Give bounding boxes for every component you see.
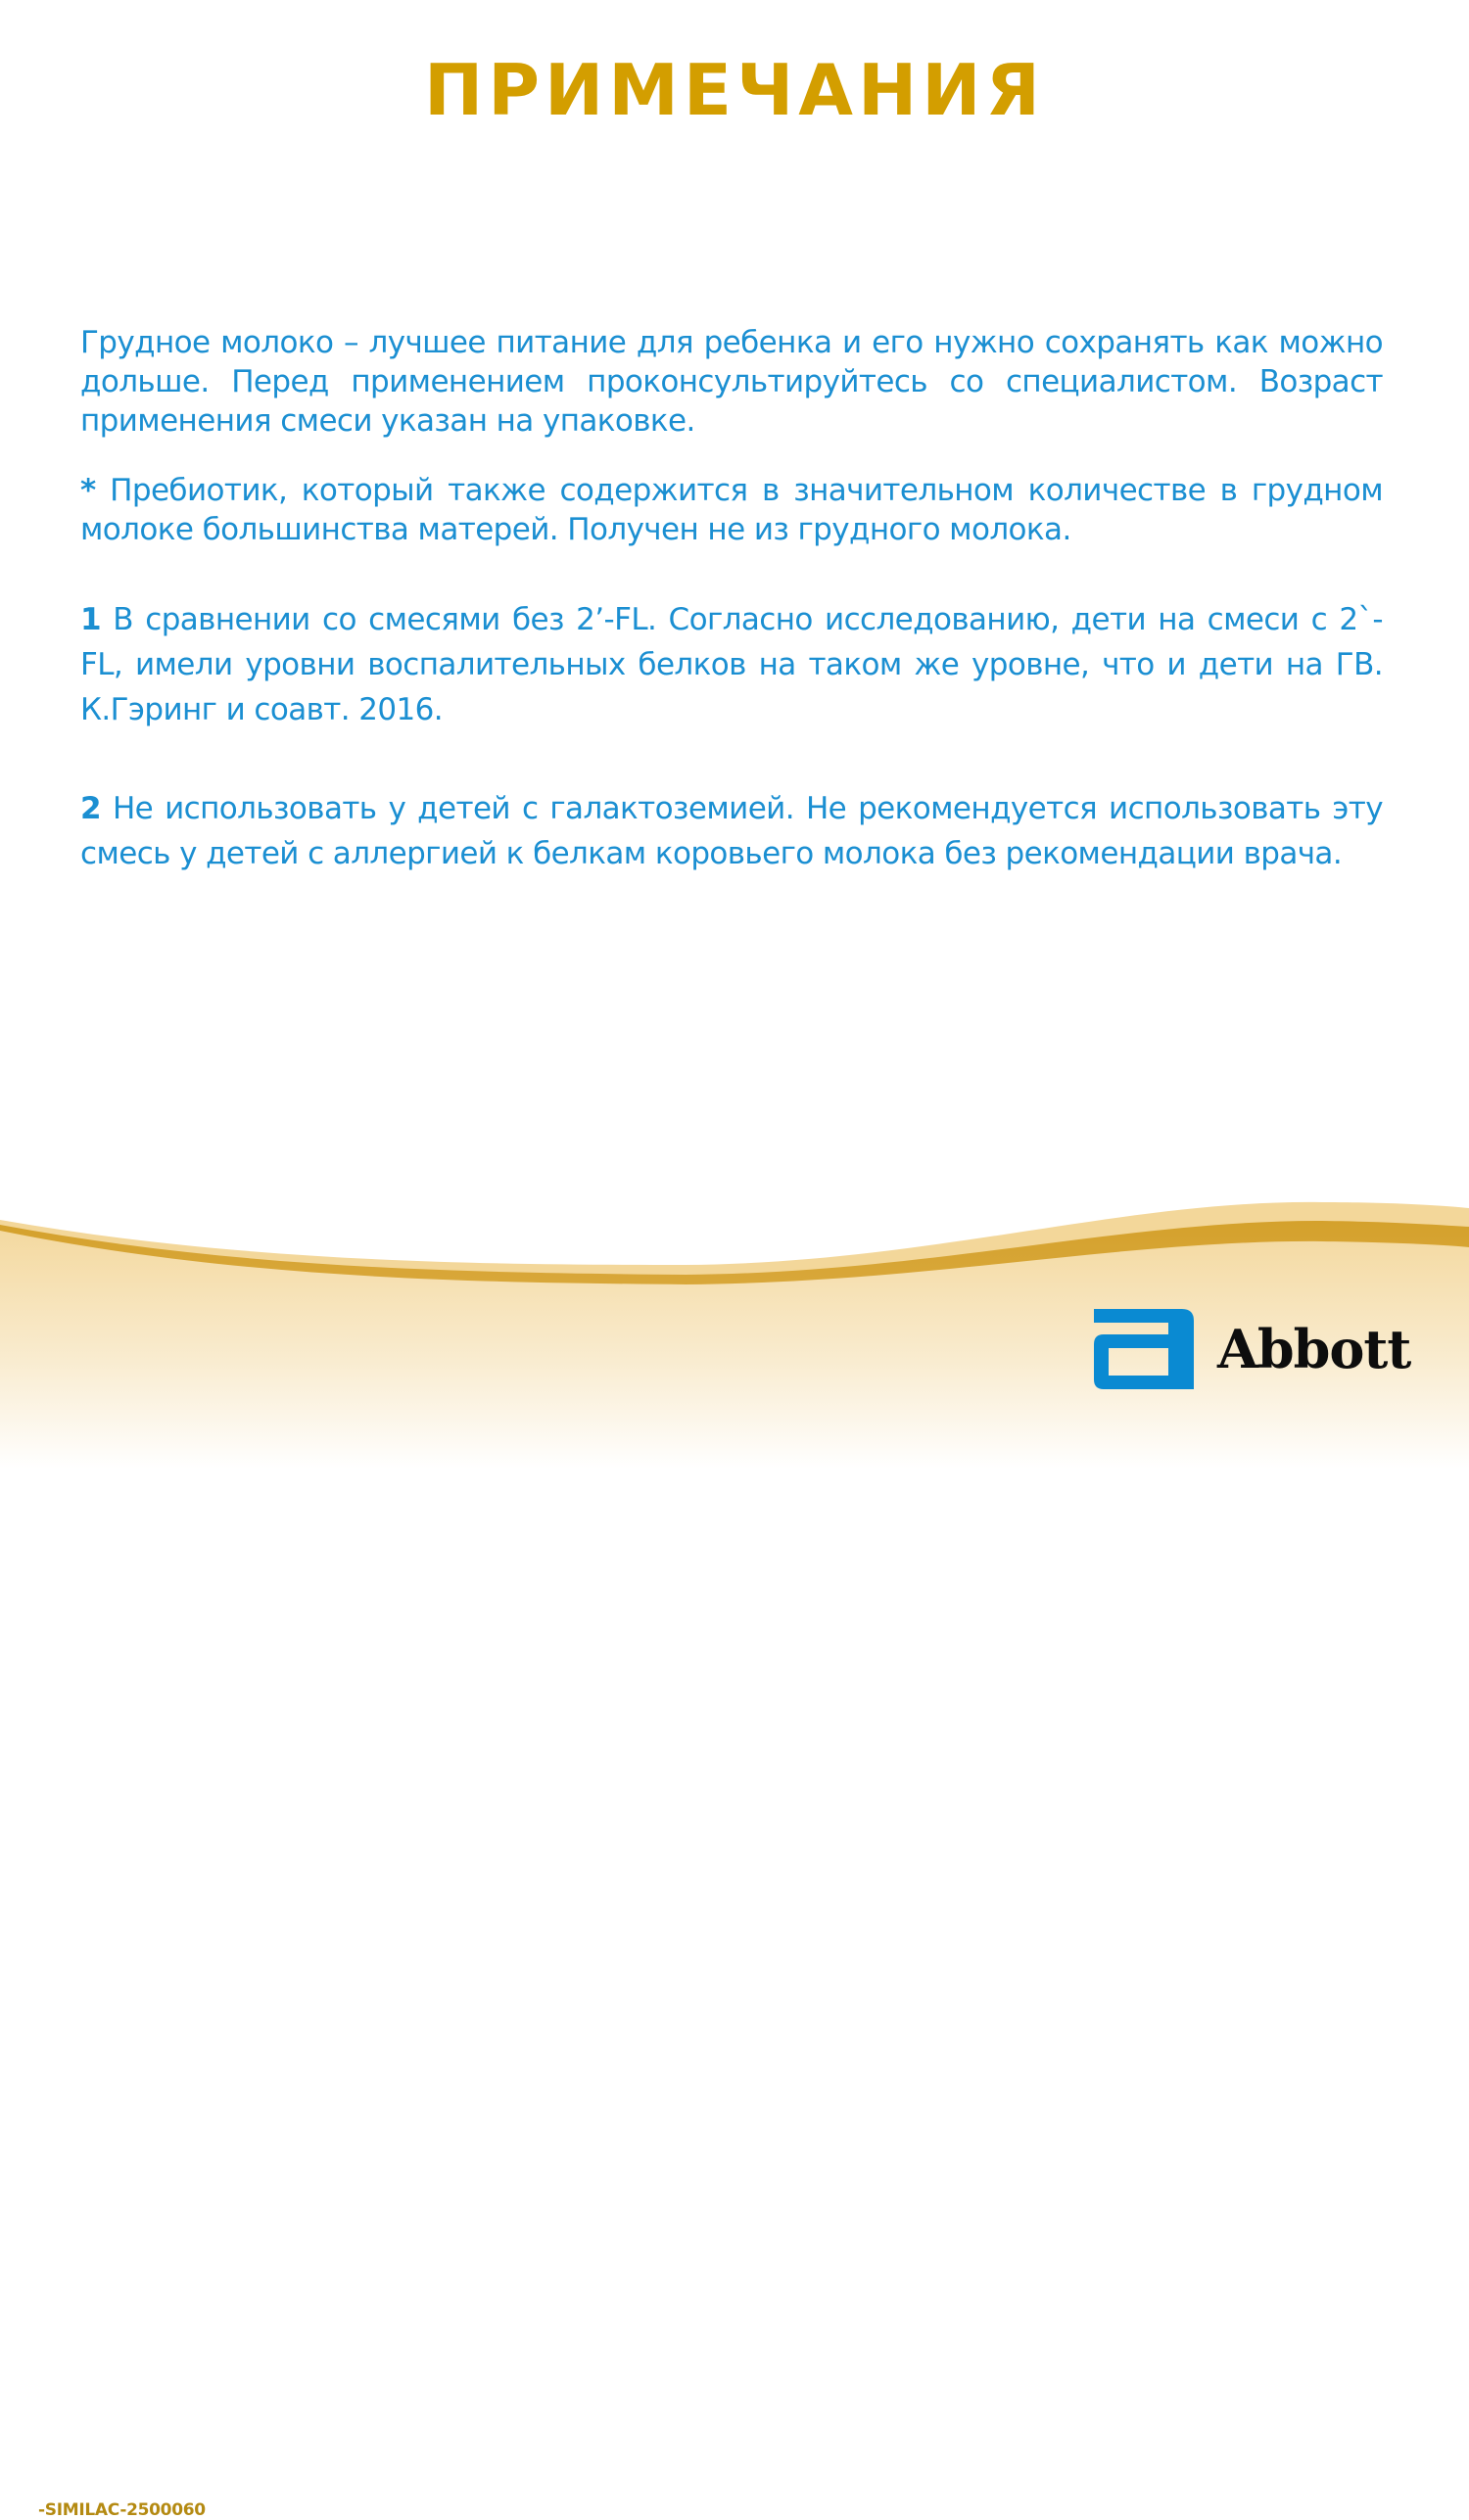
note-breastfeeding [80,323,1383,441]
note-marker: * [80,473,96,508]
abbott-logo [1094,1309,1417,1389]
document-code: -SIMILAC-2500060 [38,2500,206,2520]
notes-section [80,323,1383,871]
note-marker: 1 [80,602,101,637]
note-prebiotic [80,471,1383,549]
note-marker: 2 [80,791,101,826]
note-text: Не использовать у детей с галактоземией. Не рекомендуется использовать эту смесь у детей с аллергией к белкам коровьего молока без рекомендации врача. [80,791,1383,871]
page-title: ПРИМЕЧАНИЯ [424,49,1045,131]
note-1 [80,597,1383,732]
note-text: Пребиотик, который также содержится в значительном количестве в грудном молоке большинства матерей. Получен не из грудного молока. [80,473,1383,547]
abbott-a-mark-icon [1094,1309,1194,1389]
note-text: Грудное молоко – лучшее питание для ребенка и его нужно сохранять как можно дольше. Перед применением проконсультируйтесь со специалистом. Возраст применения смеси указан на упаковке. [80,325,1383,439]
abbott-wordmark: Abbott [1217,1318,1411,1380]
note-2 [80,786,1383,876]
note-text: В сравнении со смесями без 2’-FL. Согласно исследованию, дети на смеси с 2`-FL, имели уровни воспалительных белков на таком же уровне, что и дети на ГВ. К.Гэринг и соавт. 2016. [80,602,1383,727]
